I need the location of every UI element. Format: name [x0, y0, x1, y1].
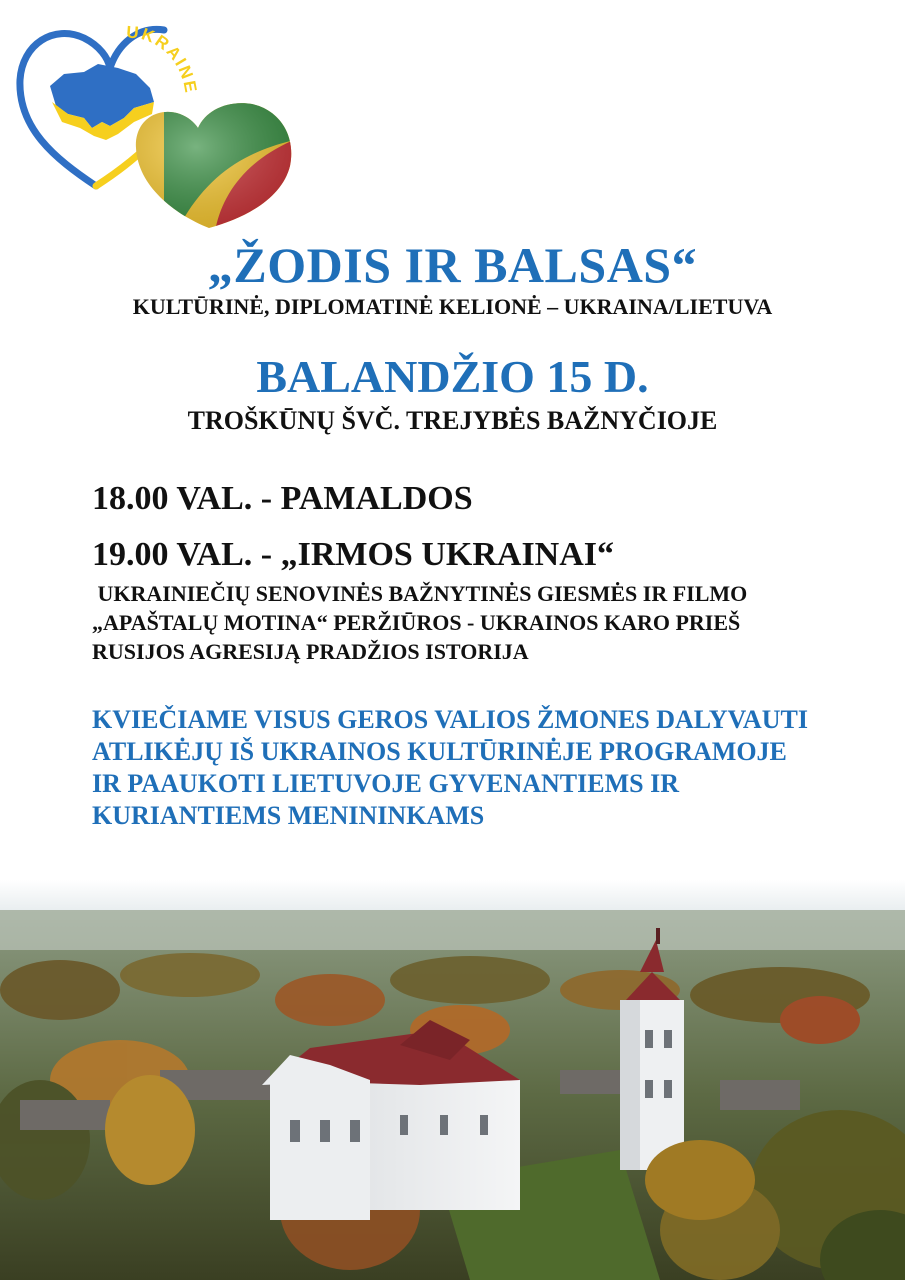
- event-date: BALANDŽIO 15 D.: [256, 351, 649, 402]
- invitation-text: [92, 704, 808, 832]
- invitation-line: ATLIKĖJŲ IŠ UKRAINOS KULTŪRINĖJE PROGRAMOJE: [92, 737, 787, 766]
- invitation-line: KURIANTIEMS MENININKAMS: [92, 801, 485, 830]
- event-description: [92, 579, 747, 666]
- ukraine-lithuania-logo: [14, 18, 304, 233]
- description-line: UKRAINIEČIŲ SENOVINĖS BAŽNYTINĖS GIESMĖS IR FILMO: [92, 581, 748, 606]
- event-concert-time: 19.00 VAL. - „IRMOS UKRAINAI“: [92, 536, 615, 573]
- invitation-line: KVIEČIAME VISUS GEROS VALIOS ŽMONES DALYVAUTI: [92, 705, 808, 734]
- aerial-church-photo: [0, 880, 905, 1280]
- event-subtitle: KULTŪRINĖ, DIPLOMATINĖ KELIONĖ – UKRAINA/LIETUVA: [132, 294, 773, 319]
- event-service-time: 18.00 VAL. - PAMALDOS: [92, 480, 473, 517]
- event-venue: TROŠKŪNŲ ŠVČ. TREJYBĖS BAŽNYČIOJE: [187, 406, 718, 435]
- description-line: „APAŠTALŲ MOTINA“ PERŽIŪROS - UKRAINOS KARO PRIEŠ: [92, 610, 741, 635]
- hearts-logo-icon: [14, 18, 304, 233]
- event-title: „ŽODIS IR BALSAS“: [207, 237, 698, 293]
- logo-text: UKRAINE: [125, 22, 201, 96]
- invitation-line: IR PAAUKOTI LIETUVOJE GYVENANTIEMS IR: [92, 769, 679, 798]
- church-town-image: [0, 880, 905, 1280]
- description-line: RUSIJOS AGRESIJĄ PRADŽIOS ISTORIJA: [92, 639, 529, 664]
